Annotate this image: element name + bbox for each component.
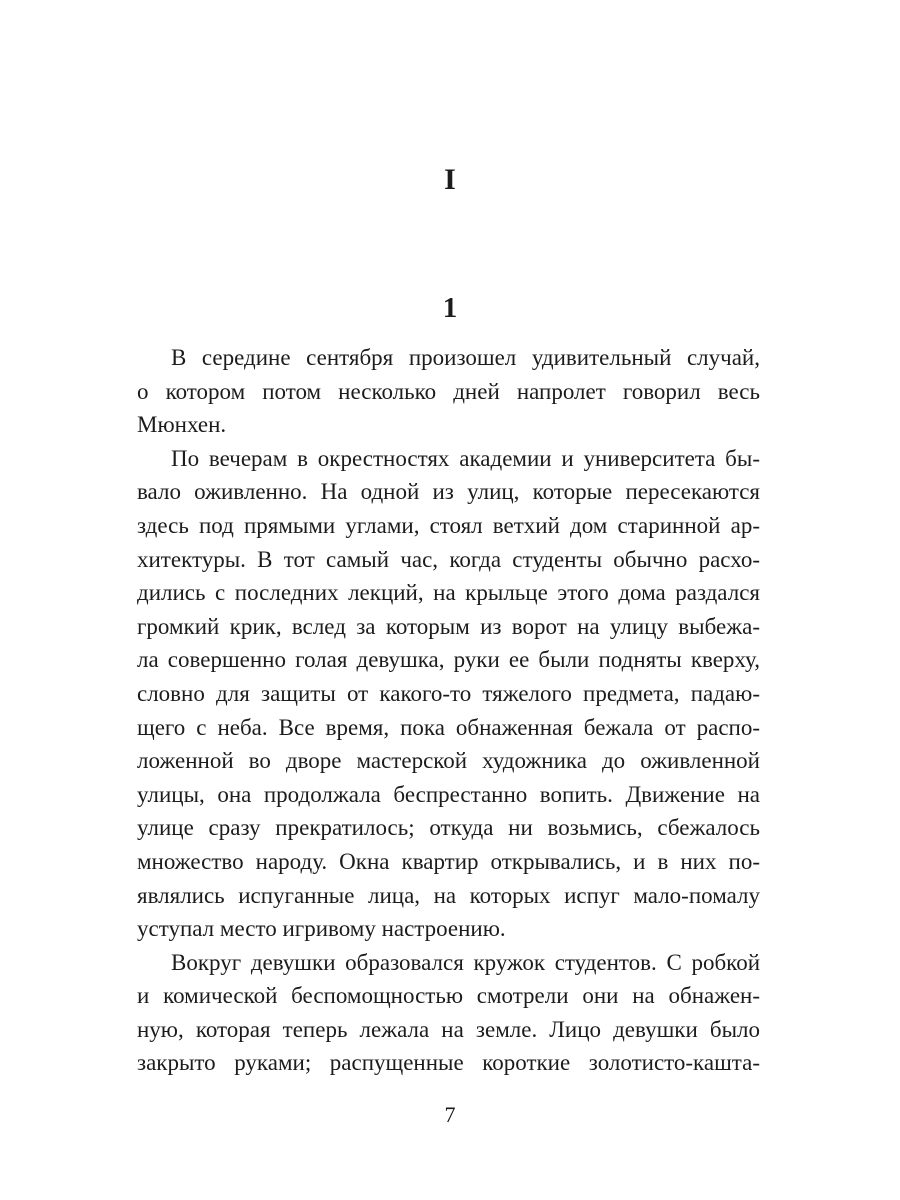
text-line: уступал место игривому настроению. bbox=[137, 916, 506, 942]
text-line: ла совершенно голая девушка, руки ее были подняты кверху, bbox=[137, 647, 760, 673]
chapter-title: 1 bbox=[442, 292, 458, 324]
text-line: словно для защиты от какого-то тяжелого предмета, падаю- bbox=[137, 680, 760, 706]
text-line: множество народу. Окна квартир открывались, и в них по- bbox=[137, 848, 760, 874]
text-line: ложенной во дворе мастерской художника до оживленной bbox=[137, 748, 760, 774]
text-line: громкий крик, вслед за которым из ворот на улицу выбежа- bbox=[137, 613, 760, 639]
text-line: В середине сентября произошел удивительный случай, bbox=[171, 345, 760, 370]
text-line: ную, которая теперь лежала на земле. Лицо девушки было bbox=[137, 1016, 760, 1042]
text-line: о котором потом несколько дней напролет говорил весь bbox=[137, 378, 760, 404]
text-line: улицы, она продолжала беспрестанно вопить. Движение на bbox=[137, 781, 760, 807]
text-line: Вокруг девушки образовался кружок студентов. С робкой bbox=[171, 949, 760, 975]
page-number: 7 bbox=[444, 1102, 456, 1127]
text-line: вало оживленно. На одной из улиц, которые пересекаются bbox=[137, 479, 760, 505]
text-line: Мюнхен. bbox=[137, 412, 227, 438]
text-line: По вечерам в окрестностях академии и университета бы- bbox=[171, 445, 760, 471]
text-line: улице сразу прекратилось; откуда ни возьмись, сбежалось bbox=[137, 815, 760, 841]
text-line: дились с последних лекций, на крыльце этого дома раздался bbox=[137, 580, 760, 606]
text-line: закрыто руками; распущенные короткие золотисто-кашта- bbox=[137, 1050, 760, 1076]
text-line: и комической беспомощностью смотрели они на обнажен- bbox=[137, 983, 760, 1009]
text-line: здесь под прямыми углами, стоял ветхий дом старинной ар- bbox=[137, 512, 760, 538]
text-line: щего с неба. Все время, пока обнаженная бежала от распо- bbox=[137, 714, 760, 740]
body-text bbox=[137, 341, 760, 1080]
part-title: I bbox=[444, 163, 456, 196]
text-line: хитектуры. В тот самый час, когда студенты обычно расхо- bbox=[137, 546, 760, 572]
text-line: являлись испуганные лица, на которых испуг мало-помалу bbox=[137, 882, 760, 908]
